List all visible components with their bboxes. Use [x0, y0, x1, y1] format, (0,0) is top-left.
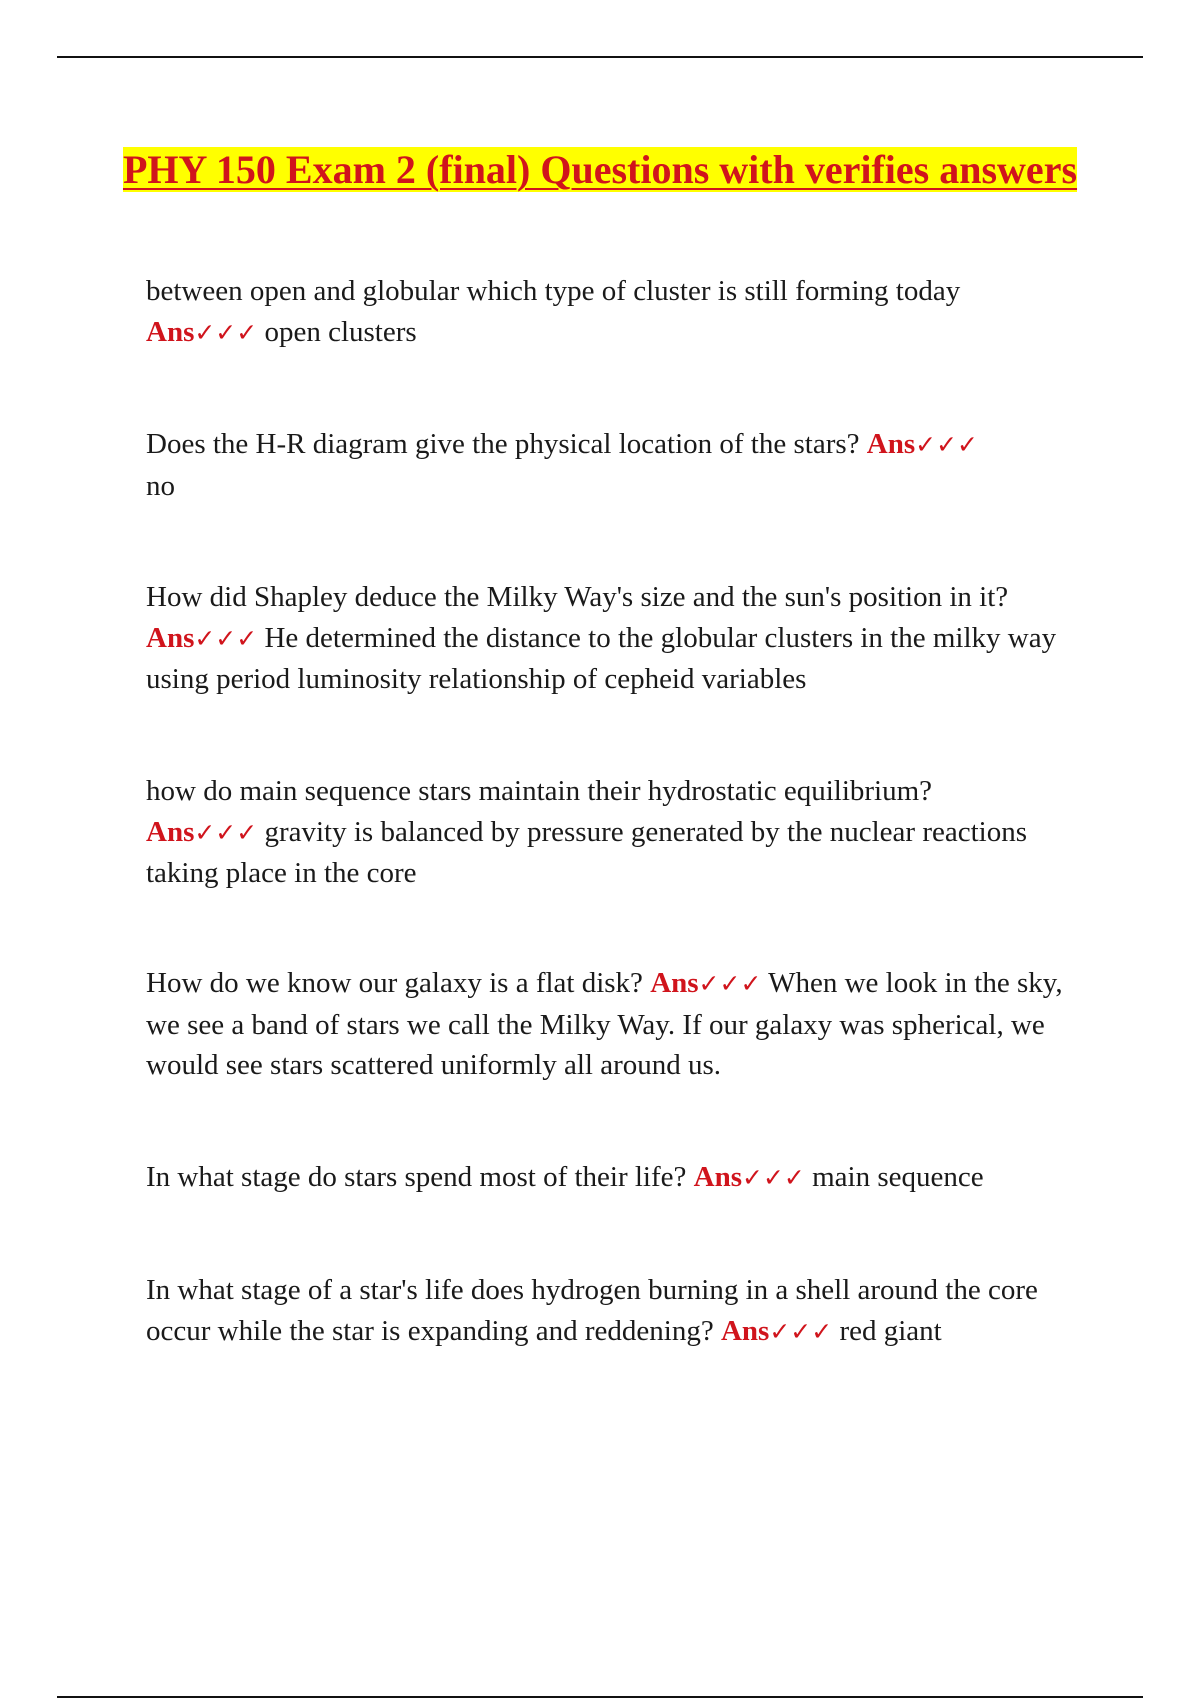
question-text: How did Shapley deduce the Milky Way's size and the sun's position in it? [146, 581, 1009, 613]
question-text: between open and globular which type of cluster is still forming today [146, 275, 961, 307]
check-marks-icon: ✓✓✓ [742, 1163, 805, 1192]
question-text: In what stage of a star's life does hydrogen burning in a shell around the core occur while the star is expanding and reddening? [146, 1274, 1038, 1347]
page-title [120, 142, 1080, 198]
answer-text: red giant [839, 1314, 942, 1347]
qa-item-4 [146, 771, 1096, 894]
answer-label: Ans [146, 621, 195, 654]
question-text: Does the H-R diagram give the physical location of the stars? [146, 428, 860, 460]
question-text: how do main sequence stars maintain their hydrostatic equilibrium? [146, 775, 933, 807]
answer-text: main sequence [812, 1161, 984, 1193]
answer-text: open clusters [264, 315, 417, 348]
answer-label: Ans [693, 1161, 743, 1193]
answer-text: gravity is balanced by pressure generated by the nuclear reactions taking place in the core [146, 815, 1027, 889]
answer-label: Ans [650, 967, 699, 999]
check-marks-icon: ✓✓✓ [194, 623, 258, 653]
bottom-rule [57, 1696, 1143, 1698]
answer-label: Ans [146, 315, 195, 348]
answer-text: no [146, 469, 175, 502]
answer-text: When we look in the sky, we see a band of stars we call the Milky Way. If our galaxy was spherical, we would see stars scattered uniformly all around us. [146, 967, 1063, 1081]
qa-item-1 [146, 271, 1096, 353]
check-marks-icon: ✓✓✓ [698, 969, 762, 998]
check-marks-icon: ✓✓✓ [915, 430, 978, 459]
page-title-text: PHY 150 Exam 2 (final) Questions with verifies answers [122, 147, 1078, 192]
qa-item-2 [146, 424, 1096, 506]
check-marks-icon: ✓✓✓ [769, 1316, 833, 1346]
qa-item-6 [146, 1157, 1096, 1199]
answer-text: He determined the distance to the globular clusters in the milky way using period luminosity relationship of cepheid variables [146, 621, 1057, 695]
question-text: How do we know our galaxy is a flat disk? [146, 967, 643, 999]
answer-label: Ans [866, 428, 916, 460]
answer-label: Ans [146, 815, 195, 848]
qa-item-7 [146, 1270, 1096, 1352]
top-rule [57, 56, 1143, 58]
answer-label: Ans [720, 1314, 770, 1347]
qa-item-5 [146, 963, 1096, 1086]
qa-item-3 [146, 577, 1096, 700]
check-marks-icon: ✓✓✓ [194, 817, 258, 847]
question-text: In what stage do stars spend most of their life? [146, 1161, 687, 1193]
check-marks-icon: ✓✓✓ [194, 317, 258, 347]
